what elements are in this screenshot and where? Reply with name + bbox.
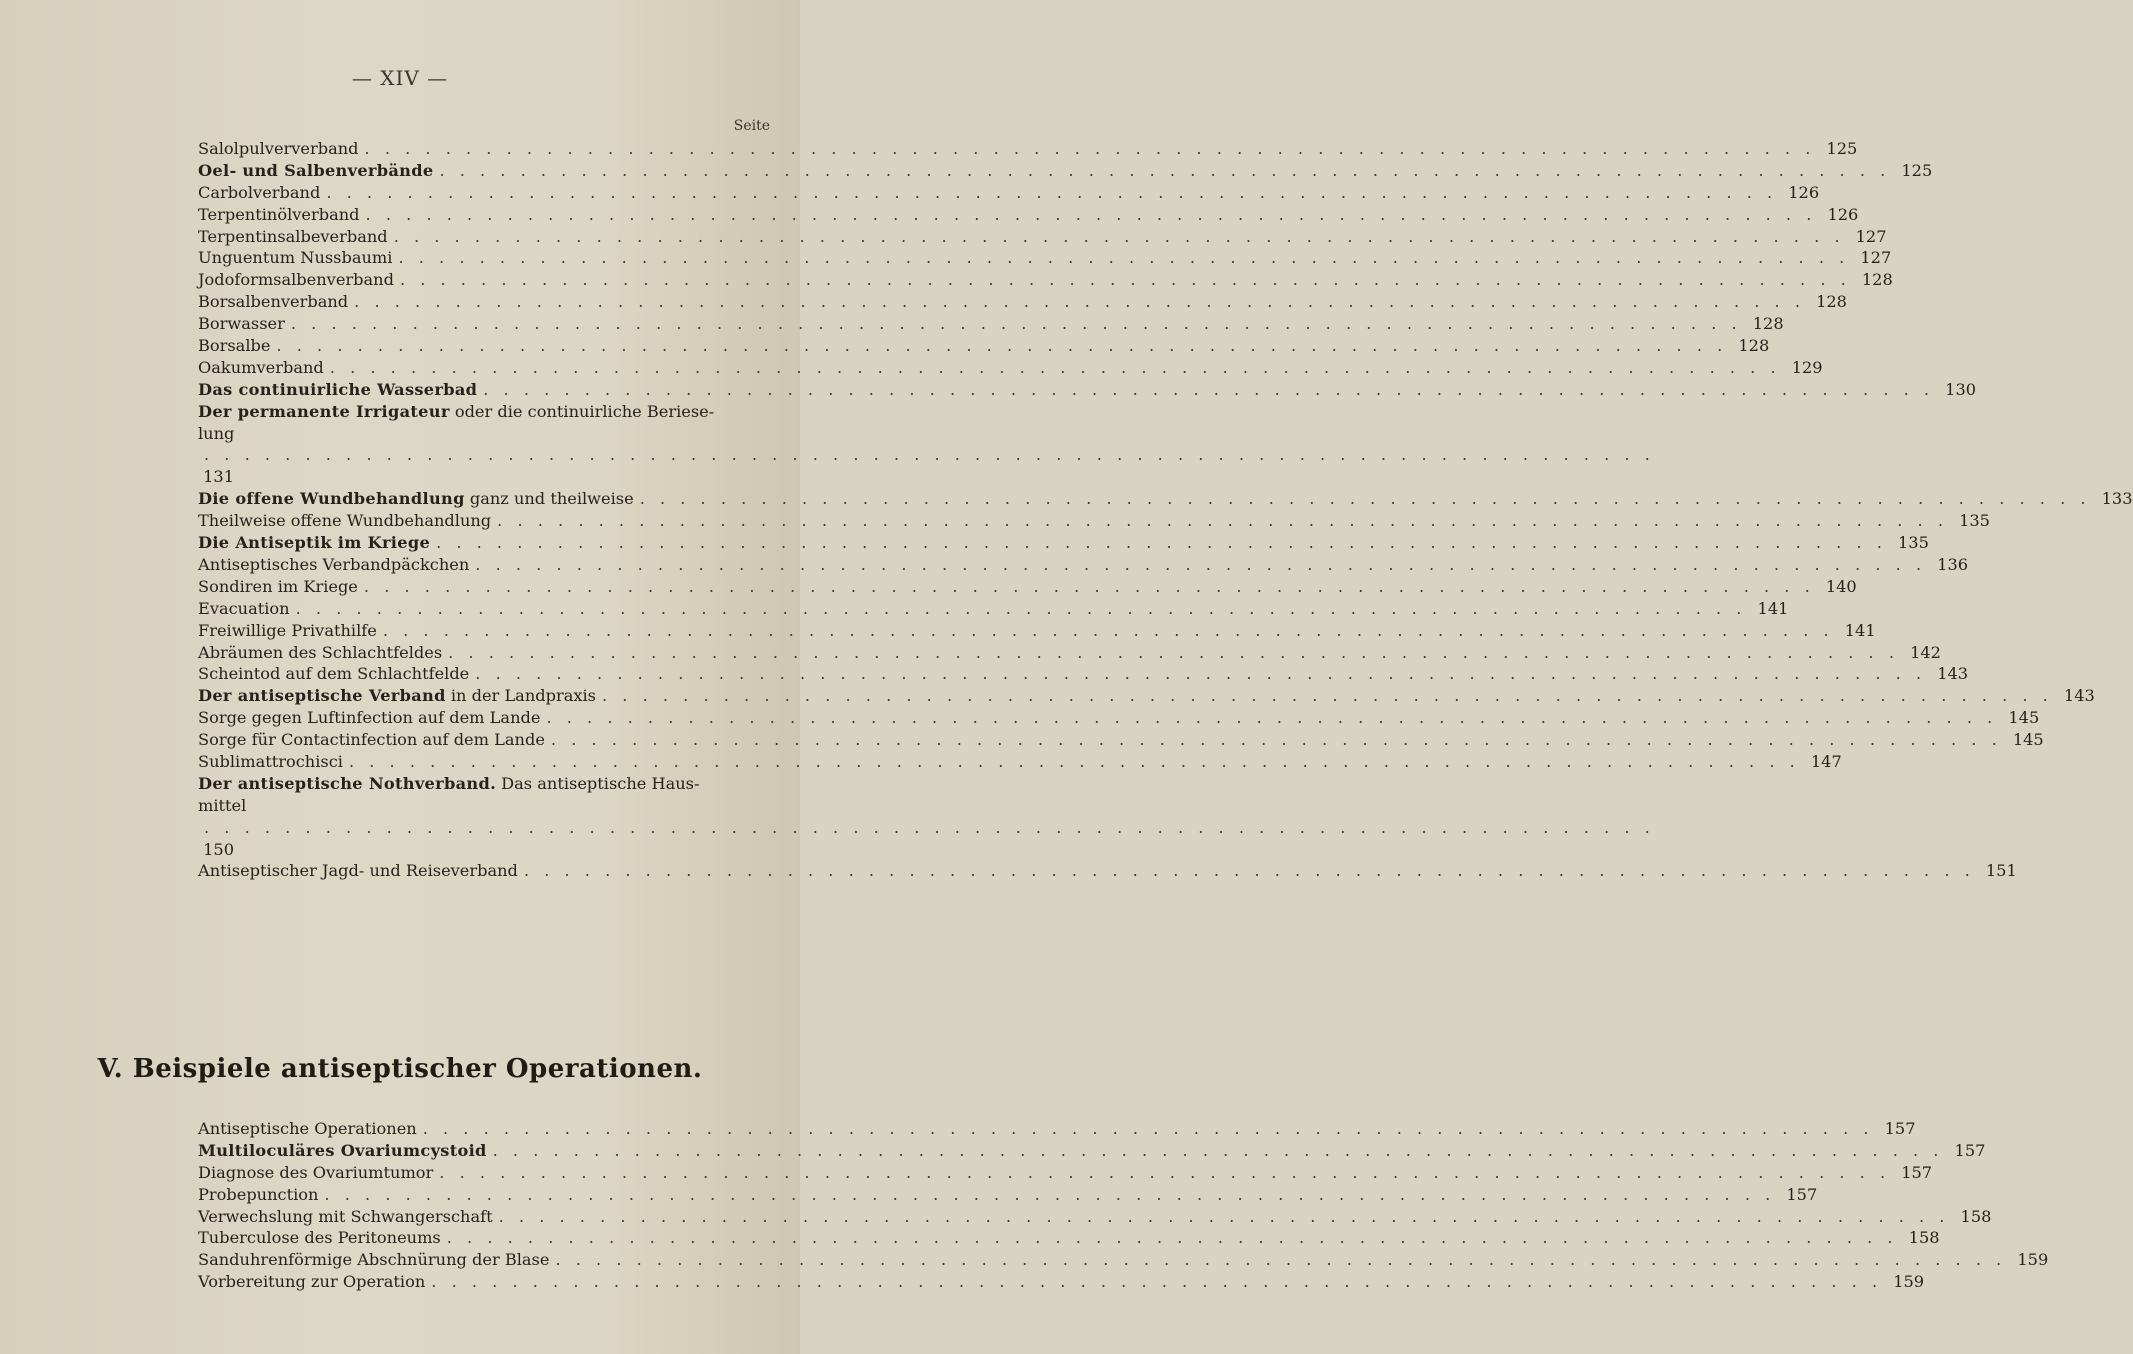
page-number: 128 (1816, 292, 1847, 312)
entry-title (198, 291, 348, 313)
dot-leader: . . . . . . . . . . . . . . . . . . . . . . . . . . . . . . . . . . . . . . . . . . . . . . . . . . . . . . . . . . . . . . . . . . . . . . . . (523, 861, 1975, 881)
dot-leader: . . . . . . . . . . . . . . . . . . . . . . . . . . . . . . . . . . . . . . . . . . . . . . . . . . . . . . . . . . . . . . . . . . . . . . . . (204, 445, 1655, 465)
page-number: 128 (1861, 270, 1893, 290)
dot-leader: . . . . . . . . . . . . . . . . . . . . . . . . . . . . . . . . . . . . . . . . . . . . . . . . . . . . . . . . . . . . . . . . . . . . . . . . (326, 182, 1778, 202)
entry-title (198, 729, 545, 751)
page-column-label: Seite (733, 118, 770, 134)
dot-leader: . . . . . . . . . . . . . . . . . . . . . . . . . . . . . . . . . . . . . . . . . . . . . . . . . . . . . . . . . . . . . . . . . . . . . . . . (276, 336, 1728, 355)
entry-title (198, 642, 442, 664)
page-number: 140 (1825, 576, 1857, 596)
page-number: 135 (1897, 533, 1929, 553)
toc-entry (198, 598, 1789, 620)
toc-entry (198, 1184, 1818, 1206)
toc-entry (198, 1118, 1916, 1140)
dot-leader: . . . . . . . . . . . . . . . . . . . . . . . . . . . . . . . . . . . . . . . . . . . . . . . . . . . . . . . . . . . . . . . . . . . . . . . . (363, 576, 1815, 596)
table-of-contents-part-2 (198, 1118, 2049, 1293)
page-number: 127 (1855, 226, 1887, 246)
entry-title-part: Die Antiseptik im Kriege (198, 533, 431, 553)
page-number: 142 (1910, 642, 1941, 662)
entry-title-part: Salolpulververband (198, 138, 359, 158)
page-number: 158 (1960, 1206, 1992, 1226)
entry-title (198, 269, 394, 291)
entry-title-part: Verwechslung mit Schwangerschaft (198, 1206, 493, 1226)
dot-leader: . . . . . . . . . . . . . . . . . . . . . . . . . . . . . . . . . . . . . . . . . . . . . . . . . . . . . . . . . . . . . . . . . . . . . . . . (393, 226, 1845, 246)
entry-title-part: Antiseptisches Verbandpäckchen (198, 554, 470, 574)
page-number: 157 (1954, 1140, 1986, 1160)
entry-title-part: Sondiren im Kriege (198, 576, 358, 596)
page-number: 151 (1985, 861, 2017, 881)
toc-entry (198, 1249, 2049, 1271)
entry-title (198, 773, 772, 795)
dot-leader: . . . . . . . . . . . . . . . . . . . . . . . . . . . . . . . . . . . . . . . . . . . . . . . . . . . . . . . . . . . . . . . . . . . . . . . . (492, 1140, 1944, 1160)
toc-entry (198, 247, 1892, 269)
dot-leader: . . . . . . . . . . . . . . . . . . . . . . . . . . . . . . . . . . . . . . . . . . . . . . . . . . . . . . . . . . . . . . . . . . . . . . . . (324, 1184, 1776, 1204)
entry-title-part: Carbolverband (198, 182, 321, 202)
entry-title-part: in der Landpraxis (445, 686, 596, 706)
entry-title-part: Unguentum Nussbaumi (198, 248, 393, 268)
page-number: 147 (1810, 751, 1842, 771)
toc-entry (198, 357, 1823, 379)
entry-title-continuation: lung (198, 423, 235, 443)
page-number: 128 (1738, 336, 1770, 355)
toc-entry (198, 488, 2133, 510)
page-number: 126 (1788, 182, 1820, 202)
dot-leader: . . . . . . . . . . . . . . . . . . . . . . . . . . . . . . . . . . . . . . . . . . . . . . . . . . . . . . . . . . . . . . . . . . . . . . . . (398, 248, 1850, 268)
entry-title-part: Scheintod auf dem Schlachtfelde (198, 664, 470, 684)
entry-title-part: Evacuation (198, 598, 290, 618)
entry-title (198, 685, 596, 707)
entry-title (198, 1184, 318, 1206)
page-number: 159 (1893, 1272, 1925, 1292)
page-number: 127 (1860, 248, 1892, 268)
entry-title-part: Borsalbenverband (198, 292, 349, 312)
entry-title (198, 1271, 425, 1293)
dot-leader: . . . . . . . . . . . . . . . . . . . . . . . . . . . . . . . . . . . . . . . . . . . . . . . . . . . . . . . . . . . . . . . . . . . . . . . . (498, 1206, 1950, 1226)
page-number: 133 (2101, 489, 2133, 509)
dot-leader: . . . . . . . . . . . . . . . . . . . . . . . . . . . . . . . . . . . . . . . . . . . . . . . . . . . . . . . . . . . . . . . . . . . . . . . . (382, 620, 1834, 640)
entry-title-part: Die offene Wundbehandlung (198, 489, 465, 509)
dot-leader: . . . . . . . . . . . . . . . . . . . . . . . . . . . . . . . . . . . . . . . . . . . . . . . . . . . . . . . . . . . . . . . . . . . . . . . . (475, 664, 1927, 684)
entry-title-part: Der permanente Irrigateur (198, 401, 450, 421)
entry-title-part: oder die continuirliche Beriese- (449, 401, 715, 421)
entry-title (198, 663, 469, 685)
toc-entry (198, 160, 1933, 182)
toc-entry (198, 576, 1857, 598)
entry-title (198, 138, 359, 160)
dot-leader: . . . . . . . . . . . . . . . . . . . . . . . . . . . . . . . . . . . . . . . . . . . . . . . . . . . . . . . . . . . . . . . . . . . . . . . . (497, 511, 1948, 531)
running-head: — XIV — (351, 66, 449, 90)
entry-title (198, 226, 388, 248)
page-number: 157 (1884, 1118, 1916, 1138)
entry-title (198, 1227, 441, 1249)
entry-title-part: Sorge für Contactinfection auf dem Lande (198, 730, 545, 750)
toc-entry (198, 269, 1893, 291)
toc-entry (198, 860, 2017, 882)
entry-title (198, 357, 324, 379)
dot-leader: . . . . . . . . . . . . . . . . . . . . . . . . . . . . . . . . . . . . . . . . . . . . . . . . . . . . . . . . . . . . . . . . . . . . . . . . (399, 270, 1851, 290)
page-number: 145 (2012, 730, 2044, 750)
entry-title (198, 510, 491, 532)
page-number: 125 (1826, 138, 1858, 158)
entry-title (198, 379, 477, 401)
toc-entry (198, 620, 1876, 642)
entry-title (198, 1118, 417, 1140)
entry-title (198, 598, 290, 620)
entry-title-part: Freiwillige Privathilfe (198, 620, 377, 640)
page-number: 158 (1908, 1228, 1940, 1248)
entry-title-part: Sorge gegen Luftinfection auf dem Lande (198, 708, 541, 728)
toc-entry (198, 642, 1941, 664)
toc-entry (198, 1206, 1992, 1228)
entry-title (198, 532, 430, 554)
entry-title-part: Oel- und Salbenverbände (198, 160, 434, 180)
entry-title (198, 1140, 487, 1162)
dot-leader: . . . . . . . . . . . . . . . . . . . . . . . . . . . . . . . . . . . . . . . . . . . . . . . . . . . . . . . . . . . . . . . . . . . . . . . . (365, 204, 1817, 224)
entry-title (198, 860, 518, 882)
toc-entry (198, 182, 1820, 204)
dot-leader: . . . . . . . . . . . . . . . . . . . . . . . . . . . . . . . . . . . . . . . . . . . . . . . . . . . . . . . . . . . . . . . . . . . . . . . . (555, 1250, 2007, 1270)
toc-entry (198, 226, 1887, 248)
entry-title-part: Borsalbe (198, 336, 271, 355)
entry-title (198, 620, 377, 642)
toc-entry (198, 138, 1858, 160)
entry-title (198, 751, 343, 773)
dot-leader: . . . . . . . . . . . . . . . . . . . . . . . . . . . . . . . . . . . . . . . . . . . . . . . . . . . . . . . . . . . . . . . . . . . . . . . . (446, 1228, 1898, 1248)
toc-entry (198, 532, 1929, 554)
entry-title (198, 313, 285, 335)
entry-title-continuation: mittel (198, 795, 247, 815)
dot-leader: . . . . . . . . . . . . . . . . . . . . . . . . . . . . . . . . . . . . . . . . . . . . . . . . . . . . . . . . . . . . . . . . . . . . . . . . (431, 1272, 1883, 1292)
entry-title (198, 1162, 433, 1184)
page-number: 131 (203, 467, 234, 487)
entry-title-part: Theilweise offene Wundbehandlung (198, 511, 492, 531)
toc-entry (198, 313, 1784, 335)
toc-entry (198, 1227, 1940, 1249)
entry-title-part: Sublimattrochisci (198, 751, 343, 771)
entry-title-part: Das continuirliche Wasserbad (198, 379, 478, 399)
dot-leader: . . . . . . . . . . . . . . . . . . . . . . . . . . . . . . . . . . . . . . . . . . . . . . . . . . . . . . . . . . . . . . . . . . . . . . . . (439, 160, 1891, 180)
dot-leader: . . . . . . . . . . . . . . . . . . . . . . . . . . . . . . . . . . . . . . . . . . . . . . . . . . . . . . . . . . . . . . . . . . . . . . . . (439, 1162, 1891, 1182)
page-number: 128 (1752, 314, 1784, 334)
dot-leader: . . . . . . . . . . . . . . . . . . . . . . . . . . . . . . . . . . . . . . . . . . . . . . . . . . . . . . . . . . . . . . . . . . . . . . . . (475, 554, 1927, 574)
toc-entry (198, 1162, 1933, 1184)
page-number: 129 (1791, 357, 1823, 377)
dot-leader: . . . . . . . . . . . . . . . . . . . . . . . . . . . . . . . . . . . . . . . . . . . . . . . . . . . . . . . . . . . . . . . . . . . . . . . . (546, 708, 1998, 728)
dot-leader: . . . . . . . . . . . . . . . . . . . . . . . . . . . . . . . . . . . . . . . . . . . . . . . . . . . . . . . . . . . . . . . . . . . . . . . . (290, 314, 1742, 334)
entry-title-part: ganz und theilweise (464, 489, 634, 509)
toc-entry (198, 401, 1655, 489)
toc-entry (198, 1271, 1925, 1293)
toc-entry (198, 204, 1859, 226)
entry-title (198, 401, 772, 423)
entry-title (198, 554, 469, 576)
dot-leader: . . . . . . . . . . . . . . . . . . . . . . . . . . . . . . . . . . . . . . . . . . . . . . . . . . . . . . . . . . . . . . . . . . . . . . . . (329, 357, 1781, 377)
toc-entry (198, 1140, 1986, 1162)
entry-title (198, 1206, 493, 1228)
dot-leader: . . . . . . . . . . . . . . . . . . . . . . . . . . . . . . . . . . . . . . . . . . . . . . . . . . . . . . . . . . . . . . . . . . . . . . . . (639, 489, 2091, 509)
page-number: 157 (1786, 1184, 1818, 1204)
toc-entry (198, 751, 1842, 773)
entry-title-part: Antiseptische Operationen (198, 1118, 417, 1138)
page-number: 159 (2017, 1250, 2049, 1270)
page-number: 150 (203, 839, 234, 859)
toc-entry (198, 707, 2040, 729)
entry-title (198, 576, 358, 598)
dot-leader: . . . . . . . . . . . . . . . . . . . . . . . . . . . . . . . . . . . . . . . . . . . . . . . . . . . . . . . . . . . . . . . . . . . . . . . . (354, 292, 1805, 312)
entry-title-part: Tuberculose des Peritoneums (198, 1228, 441, 1248)
toc-entry (198, 773, 1655, 861)
entry-title-part: Terpentinölverband (198, 204, 360, 224)
entry-title (198, 160, 433, 182)
entry-title (198, 707, 540, 729)
entry-title-part: Probepunction (198, 1184, 319, 1204)
entry-title-part: Das antiseptische Haus- (496, 773, 700, 793)
entry-title (198, 1249, 549, 1271)
entry-title-part: Borwasser (198, 314, 285, 334)
page-number: 136 (1937, 554, 1969, 574)
entry-title (198, 335, 270, 357)
toc-entry (198, 510, 1990, 532)
entry-title (198, 182, 320, 204)
entry-title-part: Abräumen des Schlachtfeldes (198, 642, 443, 662)
entry-title-part: Vorbereitung zur Operation (198, 1272, 426, 1292)
entry-title-part: Antiseptischer Jagd- und Reiseverband (198, 861, 518, 881)
toc-entry (198, 663, 1969, 685)
entry-title-part: Der antiseptische Nothverband. (198, 773, 497, 793)
dot-leader: . . . . . . . . . . . . . . . . . . . . . . . . . . . . . . . . . . . . . . . . . . . . . . . . . . . . . . . . . . . . . . . . . . . . . . . . (422, 1118, 1874, 1138)
page-number: 157 (1901, 1162, 1933, 1182)
toc-entry (198, 335, 1770, 357)
toc-entry (198, 554, 1969, 576)
page-number: 126 (1827, 204, 1859, 224)
entry-title-part: Oakumverband (198, 357, 324, 377)
dot-leader: . . . . . . . . . . . . . . . . . . . . . . . . . . . . . . . . . . . . . . . . . . . . . . . . . . . . . . . . . . . . . . . . . . . . . . . . (550, 730, 2002, 750)
dot-leader: . . . . . . . . . . . . . . . . . . . . . . . . . . . . . . . . . . . . . . . . . . . . . . . . . . . . . . . . . . . . . . . . . . . . . . . . (448, 642, 1899, 662)
page-number: 135 (1959, 511, 1990, 531)
entry-title (198, 247, 392, 269)
entry-title-part: Multiloculäres Ovariumcystoid (198, 1140, 487, 1160)
page-number: 141 (1757, 598, 1789, 618)
page-number: 125 (1901, 160, 1933, 180)
dot-leader: . . . . . . . . . . . . . . . . . . . . . . . . . . . . . . . . . . . . . . . . . . . . . . . . . . . . . . . . . . . . . . . . . . . . . . . . (436, 533, 1887, 553)
entry-title-part: Jodoformsalbenverband (198, 270, 394, 290)
section-heading: V. Beispiele antiseptischer Operationen. (97, 1054, 703, 1084)
table-of-contents-part-1 (198, 138, 2133, 882)
page-number: 143 (2063, 686, 2095, 706)
page-number: 141 (1844, 620, 1876, 640)
entry-title-part: Terpentinsalbeverband (198, 226, 388, 246)
page-number: 143 (1937, 664, 1969, 684)
entry-title-part: Der antiseptische Verband (198, 686, 446, 706)
entry-title-part: Diagnose des Ovariumtumor (198, 1162, 434, 1182)
toc-entry (198, 291, 1847, 313)
toc-entry (198, 685, 2095, 707)
page-number: 130 (1945, 379, 1977, 399)
dot-leader: . . . . . . . . . . . . . . . . . . . . . . . . . . . . . . . . . . . . . . . . . . . . . . . . . . . . . . . . . . . . . . . . . . . . . . . . (602, 686, 2053, 706)
dot-leader: . . . . . . . . . . . . . . . . . . . . . . . . . . . . . . . . . . . . . . . . . . . . . . . . . . . . . . . . . . . . . . . . . . . . . . . . (364, 138, 1816, 158)
entry-title (198, 204, 360, 226)
entry-title-part: Sanduhrenförmige Abschnürung der Blase (198, 1250, 550, 1270)
page-number: 145 (2008, 708, 2040, 728)
toc-entry (198, 729, 2044, 751)
entry-title (198, 488, 634, 510)
toc-entry (198, 379, 1977, 401)
dot-leader: . . . . . . . . . . . . . . . . . . . . . . . . . . . . . . . . . . . . . . . . . . . . . . . . . . . . . . . . . . . . . . . . . . . . . . . . (295, 598, 1747, 618)
dot-leader: . . . . . . . . . . . . . . . . . . . . . . . . . . . . . . . . . . . . . . . . . . . . . . . . . . . . . . . . . . . . . . . . . . . . . . . . (348, 751, 1800, 771)
dot-leader: . . . . . . . . . . . . . . . . . . . . . . . . . . . . . . . . . . . . . . . . . . . . . . . . . . . . . . . . . . . . . . . . . . . . . . . . (204, 817, 1655, 837)
dot-leader: . . . . . . . . . . . . . . . . . . . . . . . . . . . . . . . . . . . . . . . . . . . . . . . . . . . . . . . . . . . . . . . . . . . . . . . . (483, 379, 1935, 399)
